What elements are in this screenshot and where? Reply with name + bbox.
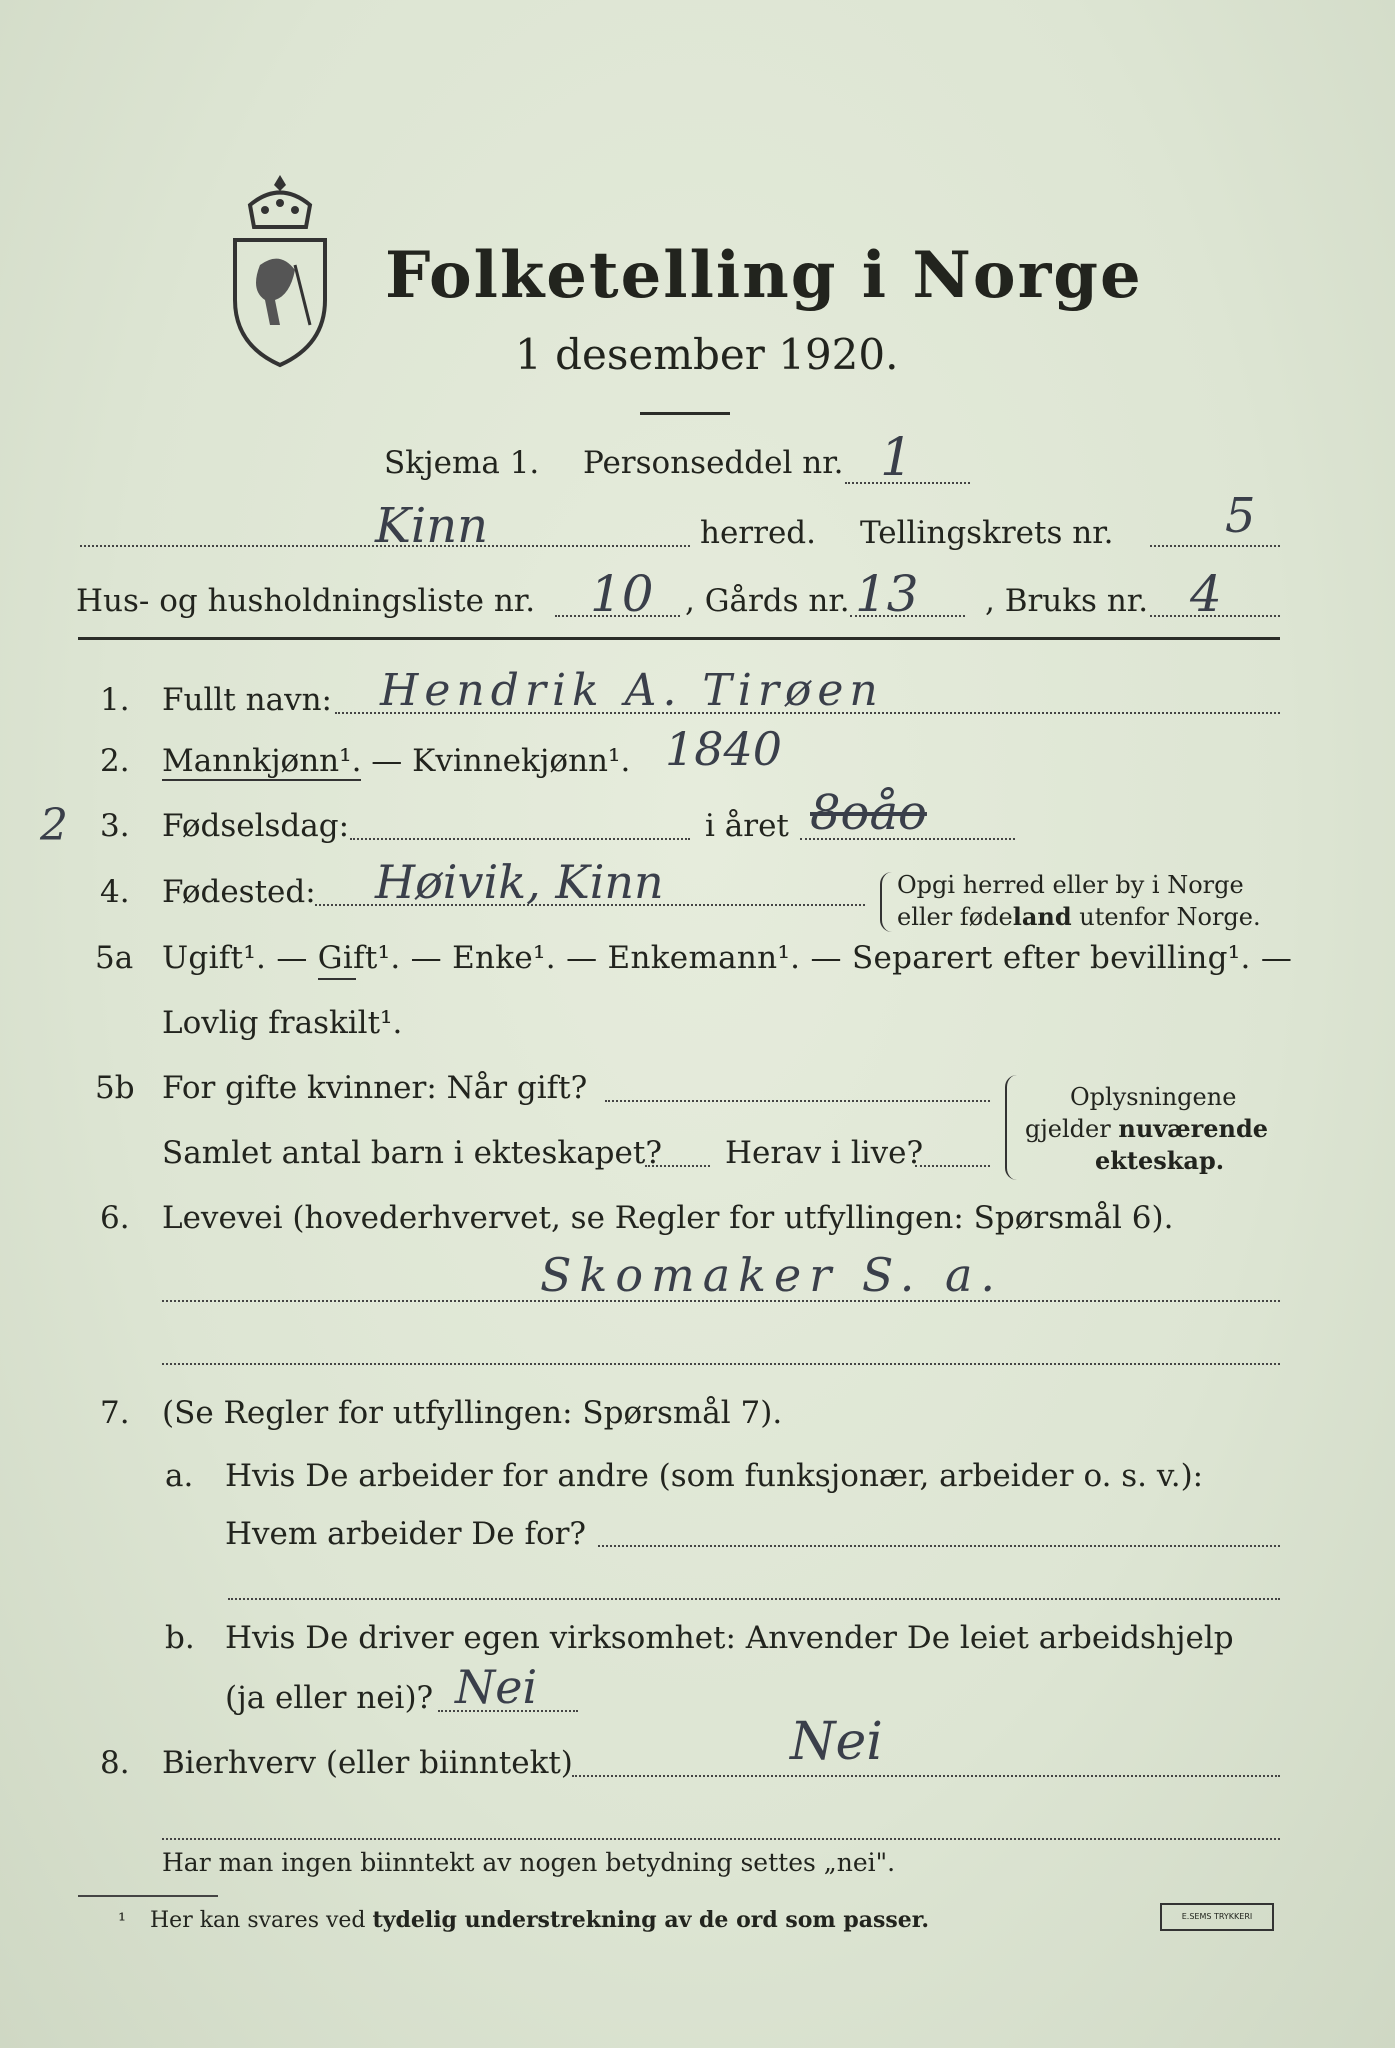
q5b-note-line1: Oplysningene [1070, 1083, 1237, 1111]
q1-value: Hendrik A. Tirøen [380, 665, 884, 716]
q5b-children-line [645, 1165, 710, 1167]
printer-stamp: E.SEMS TRYKKERI [1160, 1903, 1274, 1931]
q7-label: (Se Regler for utfyllingen: Spørsmål 7). [162, 1395, 783, 1431]
q6-label: Levevei (hovederhvervet, se Regler for utfyllingen: Spørsmål 6). [162, 1200, 1174, 1236]
q2-number: 2. [100, 743, 130, 779]
q5b-children-label: Samlet antal barn i ekteskapet? [162, 1135, 662, 1171]
q4-note-line1: Opgi herred eller by i Norge [897, 871, 1244, 899]
footnote-rule [78, 1895, 218, 1897]
q4-note-brace [880, 872, 892, 932]
q3-year-value: 8oåo [810, 785, 927, 841]
q6-line1 [162, 1300, 1280, 1302]
q5a-options-cont: Lovlig fraskilt¹. [162, 1005, 403, 1041]
q7b-question: Hvis De driver egen virksomhet: Anvender De leiet arbeidshjelp [225, 1620, 1234, 1656]
q1-number: 1. [100, 682, 130, 718]
q2-year-note: 1840 [665, 722, 783, 776]
q5a-options: Ugift¹. — Gift¹. — Enke¹. — Enkemann¹. — Separert efter bevilling¹. — [162, 940, 1293, 976]
tellingskrets-line [1150, 545, 1280, 547]
personseddel-label: Personseddel nr. [583, 445, 844, 481]
q4-label: Fødested: [162, 874, 316, 910]
header-rule [78, 637, 1280, 640]
bruks-label: , Bruks nr. [985, 583, 1149, 619]
tellingskrets-value: 5 [1225, 488, 1256, 544]
q7b-letter: b. [165, 1620, 195, 1656]
q5b-when-line [605, 1100, 990, 1102]
q8-value: Nei [790, 1712, 883, 1772]
q7a-letter: a. [165, 1458, 194, 1494]
q6-line2 [162, 1363, 1280, 1365]
q6-value: Skomaker S. a. [540, 1248, 1003, 1302]
skjema-label: Skjema 1. [384, 445, 540, 481]
form-title: Folketelling i Norge [385, 238, 1143, 313]
footnote-text: Her kan svares ved tydelig understrekning av de ord som passer. [150, 1907, 930, 1933]
q6-number: 6. [100, 1200, 130, 1236]
q8-line2 [162, 1838, 1280, 1840]
form-date: 1 desember 1920. [515, 330, 899, 379]
q3-margin-mark: 2 [40, 800, 68, 851]
q3-label: Fødselsdag: [162, 808, 350, 844]
q2-separator: — [361, 743, 413, 779]
q5a-number: 5a [95, 940, 134, 976]
hus-value: 10 [590, 565, 654, 623]
bruks-value: 4 [1190, 565, 1222, 623]
q2-gender-row [162, 743, 630, 779]
q7-number: 7. [100, 1395, 130, 1431]
q3-number: 3. [100, 808, 130, 844]
note-nei: Har man ingen biinntekt av nogen betydning settes „nei". [162, 1848, 896, 1877]
q4-number: 4. [100, 874, 130, 910]
q8-line [572, 1775, 1280, 1777]
q8-number: 8. [100, 1745, 130, 1781]
q3-day-line [350, 838, 690, 840]
q7b-value: Nei [455, 1660, 538, 1714]
q7a-employer-line [598, 1545, 1280, 1547]
q2-female-option: Kvinnekjønn¹. [412, 743, 631, 779]
q7a-employer-label: Hvem arbeider De for? [225, 1516, 587, 1552]
q5b-alive-line [915, 1165, 990, 1167]
q7a-employer-line2 [228, 1598, 1280, 1600]
q5b-number: 5b [95, 1070, 135, 1106]
q5b-note-line3: ekteskap. [1095, 1146, 1225, 1175]
q5b-alive-label: Herav i live? [725, 1135, 924, 1171]
q2-male-option: Mannkjønn¹. [162, 743, 362, 779]
herred-value: Kinn [375, 498, 489, 554]
tellingskrets-label: Tellingskrets nr. [860, 515, 1114, 551]
q5b-when-label: For gifte kvinner: Når gift? [162, 1070, 588, 1106]
q7a-question: Hvis De arbeider for andre (som funksjonær, arbeider o. s. v.): [225, 1458, 1204, 1494]
q3-year-label: i året [705, 808, 789, 844]
q7b-yesno-label: (ja eller nei)? [225, 1680, 434, 1716]
gards-value: 13 [855, 565, 919, 623]
gards-label: , Gårds nr. [685, 583, 850, 619]
title-divider [640, 412, 730, 415]
coat-of-arms-icon [225, 170, 335, 370]
footnote-marker: ¹ [118, 1908, 127, 1932]
q4-value: Høivik, Kinn [375, 855, 664, 909]
q1-label: Fullt navn: [162, 682, 332, 718]
q4-note-line2: eller fødeland utenfor Norge. [897, 902, 1261, 931]
personseddel-value: 1 [880, 428, 914, 488]
q8-label: Bierhverv (eller biinntekt) [162, 1745, 573, 1781]
hus-label: Hus- og husholdningsliste nr. [76, 583, 536, 619]
q5b-note-brace [1005, 1075, 1019, 1180]
q5a-gift-underline [318, 978, 356, 980]
q5b-note-line2: gjelder nuværende [1025, 1114, 1269, 1143]
herred-label: herred. [700, 515, 816, 551]
